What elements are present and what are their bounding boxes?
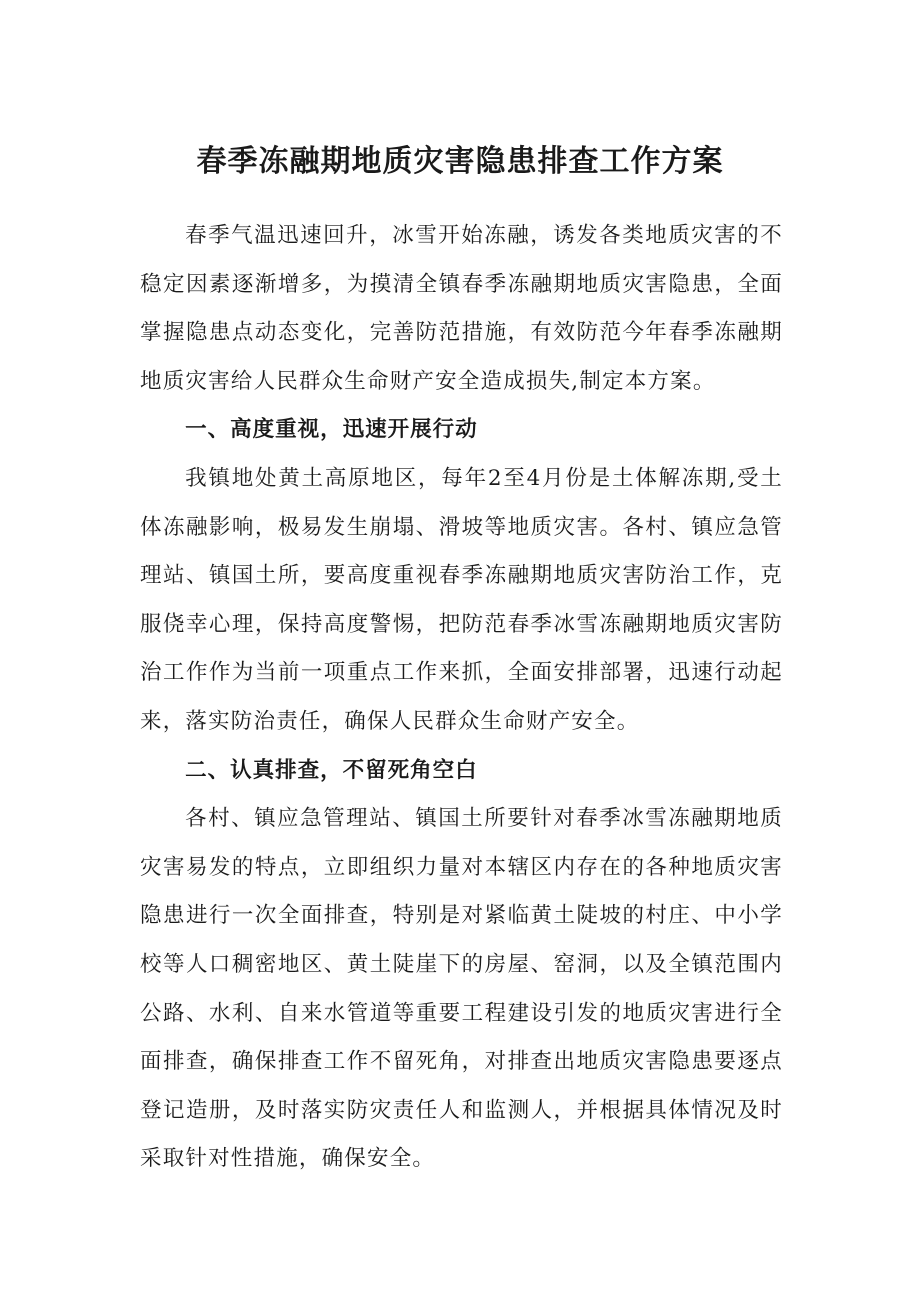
document-title: 春季冻融期地质灾害隐患排查工作方案 (196, 144, 724, 179)
section-2-paragraph: 各村、镇应急管理站、镇国土所要针对春季冰雪冻融期地质灾害易发的特点，立即组织力量对本辖区内存在的各种地质灾害隐患进行一次全面排查，特别是对紧临黄土陡坡的村庄、中小学校等人口稠密地区、黄土陡崖下的房屋、窑洞，以及全镇范围内公路、水利、自来水管道等重要工程建设引发的地质灾害进行全面排查，确保排查工作不留死角，对排查出地质灾害隐患要逐点登记造册，及时落实防灾责任人和监测人，并根据具体情况及时采取针对性措施，确保安全。 (140, 806, 783, 1172)
intro-paragraph: 春季气温迅速回升，冰雪开始冻融，诱发各类地质灾害的不稳定因素逐渐增多，为摸清全镇春季冻融期地质灾害隐患，全面掌握隐患点动态变化，完善防范措施，有效防范今年春季冻融期地质灾害给人民群众生命财产安全造成损失,制定本方案。 (140, 223, 783, 394)
document-body (140, 212, 783, 1184)
section-1-paragraph: 我镇地处黄土高原地区，每年2至4月份是土体解冻期,受土体冻融影响，极易发生崩塌、滑坡等地质灾害。各村、镇应急管理站、镇国土所，要高度重视春季冻融期地质灾害防治工作，克服侥幸心理，保持高度警惕，把防范春季冰雪冻融期地质灾害防治工作作为当前一项重点工作来抓，全面安排部署，迅速行动起来，落实防治责任，确保人民群众生命财产安全。 (140, 465, 783, 734)
section-2-heading: 二、认真排查，不留死角空白 (185, 757, 478, 783)
section-1-heading: 一、高度重视，迅速开展行动 (185, 417, 478, 443)
